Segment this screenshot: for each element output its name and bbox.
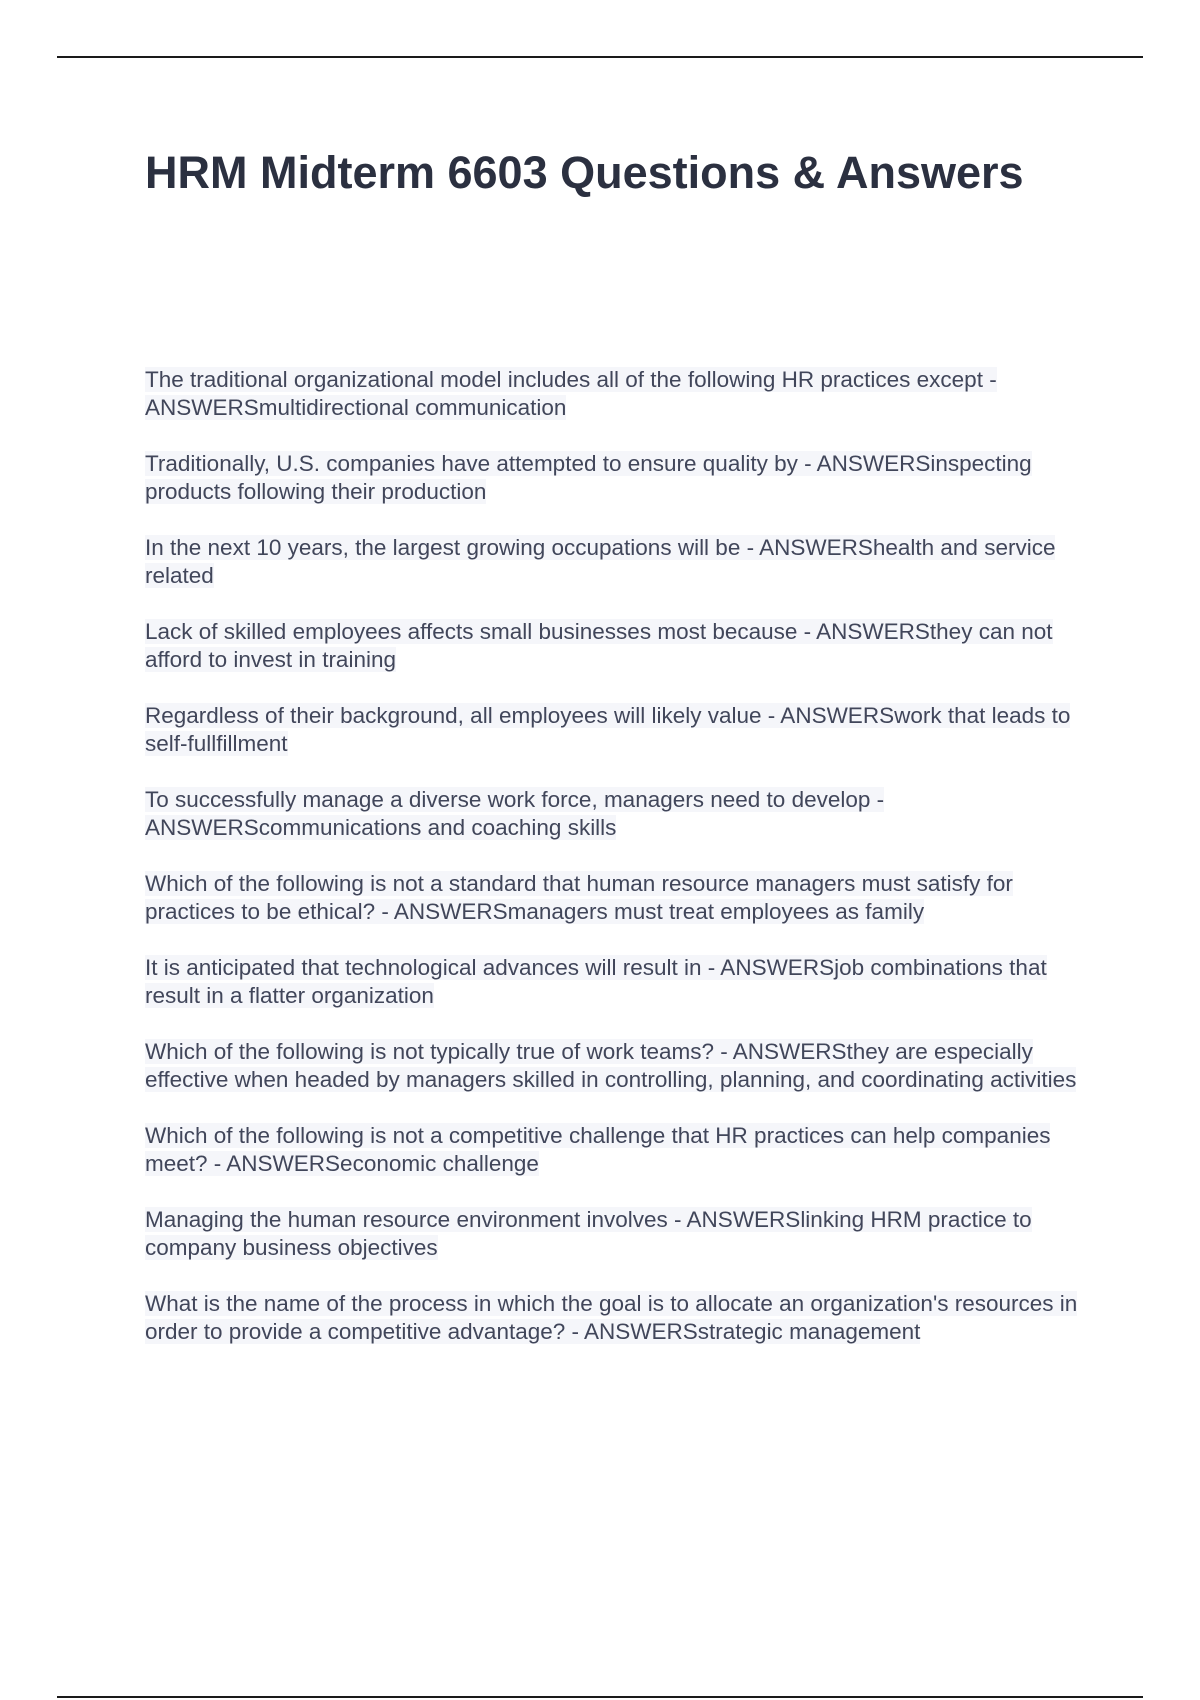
qa-text: It is anticipated that technological advances will result in - ANSWERSjob combinations that result in a flatter organization — [145, 955, 1047, 1008]
qa-item — [145, 786, 1085, 842]
qa-text: The traditional organizational model includes all of the following HR practices except - ANSWERSmultidirectional communication — [145, 367, 997, 420]
qa-item — [145, 534, 1085, 590]
qa-text: Which of the following is not a competitive challenge that HR practices can help companies meet? - ANSWERSeconomic challenge — [145, 1123, 1051, 1176]
qa-item — [145, 702, 1085, 758]
qa-item — [145, 618, 1085, 674]
qa-item — [145, 1290, 1085, 1346]
qa-text: Managing the human resource environment involves - ANSWERSlinking HRM practice to company business objectives — [145, 1207, 1032, 1260]
qa-text: Which of the following is not typically true of work teams? - ANSWERSthey are especially effective when headed by managers skilled in controlling, planning, and coordinating activities — [145, 1039, 1077, 1092]
qa-item — [145, 1122, 1085, 1178]
top-rule — [57, 56, 1143, 58]
qa-item — [145, 1206, 1085, 1262]
qa-item — [145, 450, 1085, 506]
qa-text: Regardless of their background, all employees will likely value - ANSWERSwork that leads to self-fullfillment — [145, 703, 1071, 756]
qa-text: To successfully manage a diverse work force, managers need to develop - ANSWERScommunications and coaching skills — [145, 787, 885, 840]
qa-text: In the next 10 years, the largest growing occupations will be - ANSWERShealth and service related — [145, 535, 1056, 588]
qa-text: Lack of skilled employees affects small businesses most because - ANSWERSthey can not afford to invest in training — [145, 619, 1053, 672]
qa-list — [145, 366, 1085, 1374]
qa-item — [145, 870, 1085, 926]
qa-item — [145, 954, 1085, 1010]
qa-text: Which of the following is not a standard that human resource managers must satisfy for practices to be ethical? - ANSWERSmanagers must treat employees as family — [145, 871, 1013, 924]
bottom-rule — [57, 1696, 1143, 1698]
qa-text: What is the name of the process in which the goal is to allocate an organization's resources in order to provide a competitive advantage? - ANSWERSstrategic management — [145, 1291, 1078, 1344]
qa-item — [145, 366, 1085, 422]
qa-item — [145, 1038, 1085, 1094]
qa-text: Traditionally, U.S. companies have attempted to ensure quality by - ANSWERSinspecting products following their production — [145, 451, 1032, 504]
page-title: HRM Midterm 6603 Questions & Answers — [145, 147, 1024, 198]
